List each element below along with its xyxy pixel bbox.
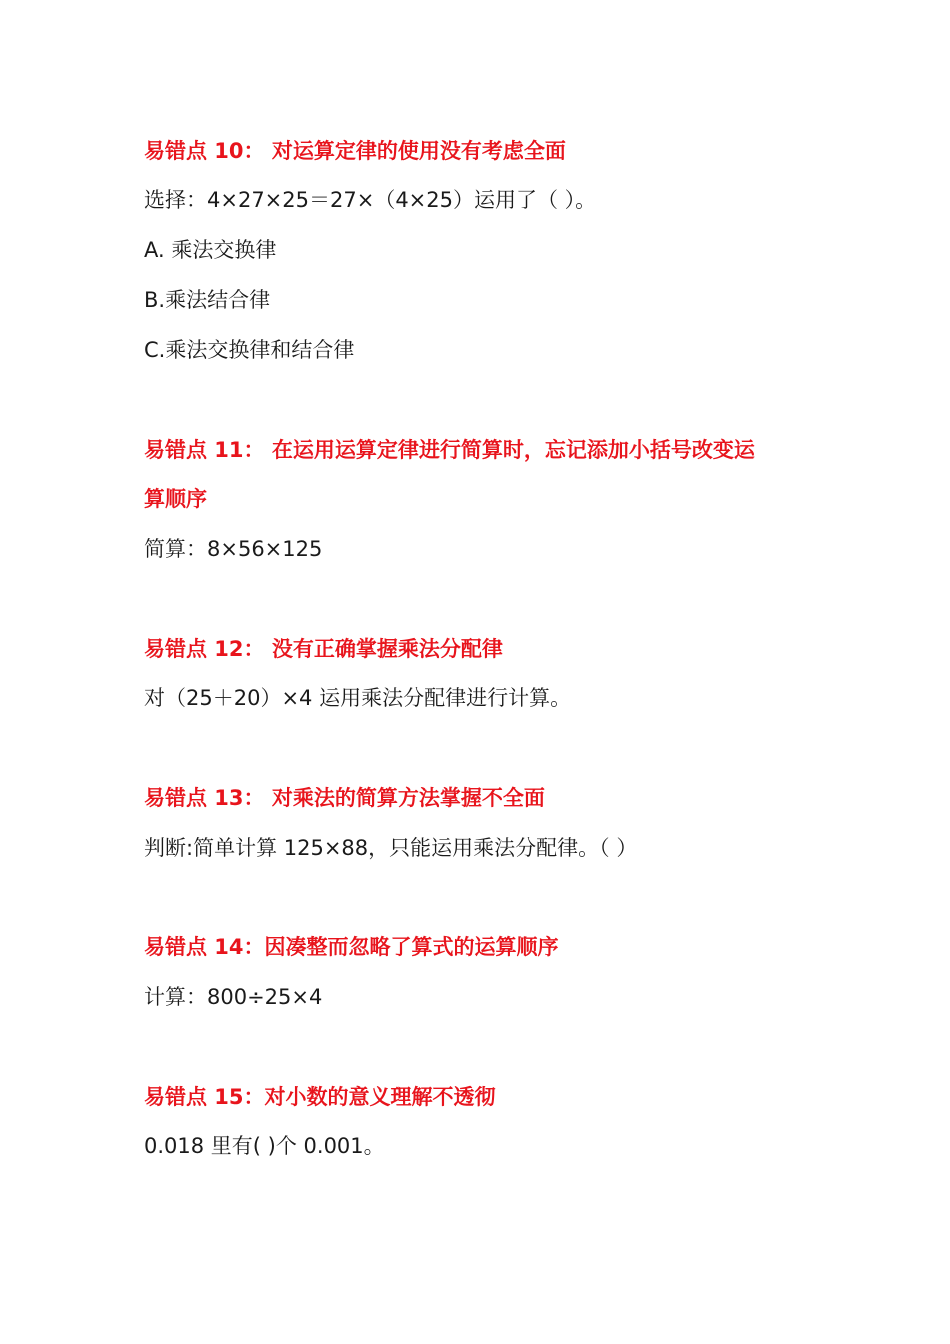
question-11-prompt: 简算：8×56×125 [144, 537, 323, 561]
question-10-prompt: 选择：4×27×25＝27×（4×25）运用了（ ）。 [144, 188, 597, 212]
question-12-prompt: 对（25＋20）×4 运用乘法分配律进行计算。 [144, 686, 572, 710]
question-10-option-a: A. 乘法交换律 [144, 238, 277, 262]
question-10-option-c: C.乘法交换律和结合律 [144, 338, 355, 362]
question-14-prompt: 计算：800÷25×4 [144, 985, 323, 1009]
question-13-prompt: 判断:简单计算 125×88，只能运用乘法分配律。（ ） [144, 836, 638, 860]
error-point-11-heading-line-1: 易错点 11： 在运用运算定律进行简算时，忘记添加小括号改变运 [144, 438, 755, 462]
error-point-11-heading-line-2: 算顺序 [144, 487, 207, 511]
error-point-10-heading: 易错点 10： 对运算定律的使用没有考虑全面 [144, 139, 566, 163]
question-10-option-b: B.乘法结合律 [144, 288, 271, 312]
error-point-14-heading: 易错点 14：因凑整而忽略了算式的运算顺序 [144, 935, 559, 959]
error-point-15-heading: 易错点 15：对小数的意义理解不透彻 [144, 1085, 496, 1109]
question-15-prompt: 0.018 里有( )个 0.001。 [144, 1134, 385, 1158]
error-point-12-heading: 易错点 12： 没有正确掌握乘法分配律 [144, 637, 503, 661]
error-point-13-heading: 易错点 13： 对乘法的简算方法掌握不全面 [144, 786, 545, 810]
